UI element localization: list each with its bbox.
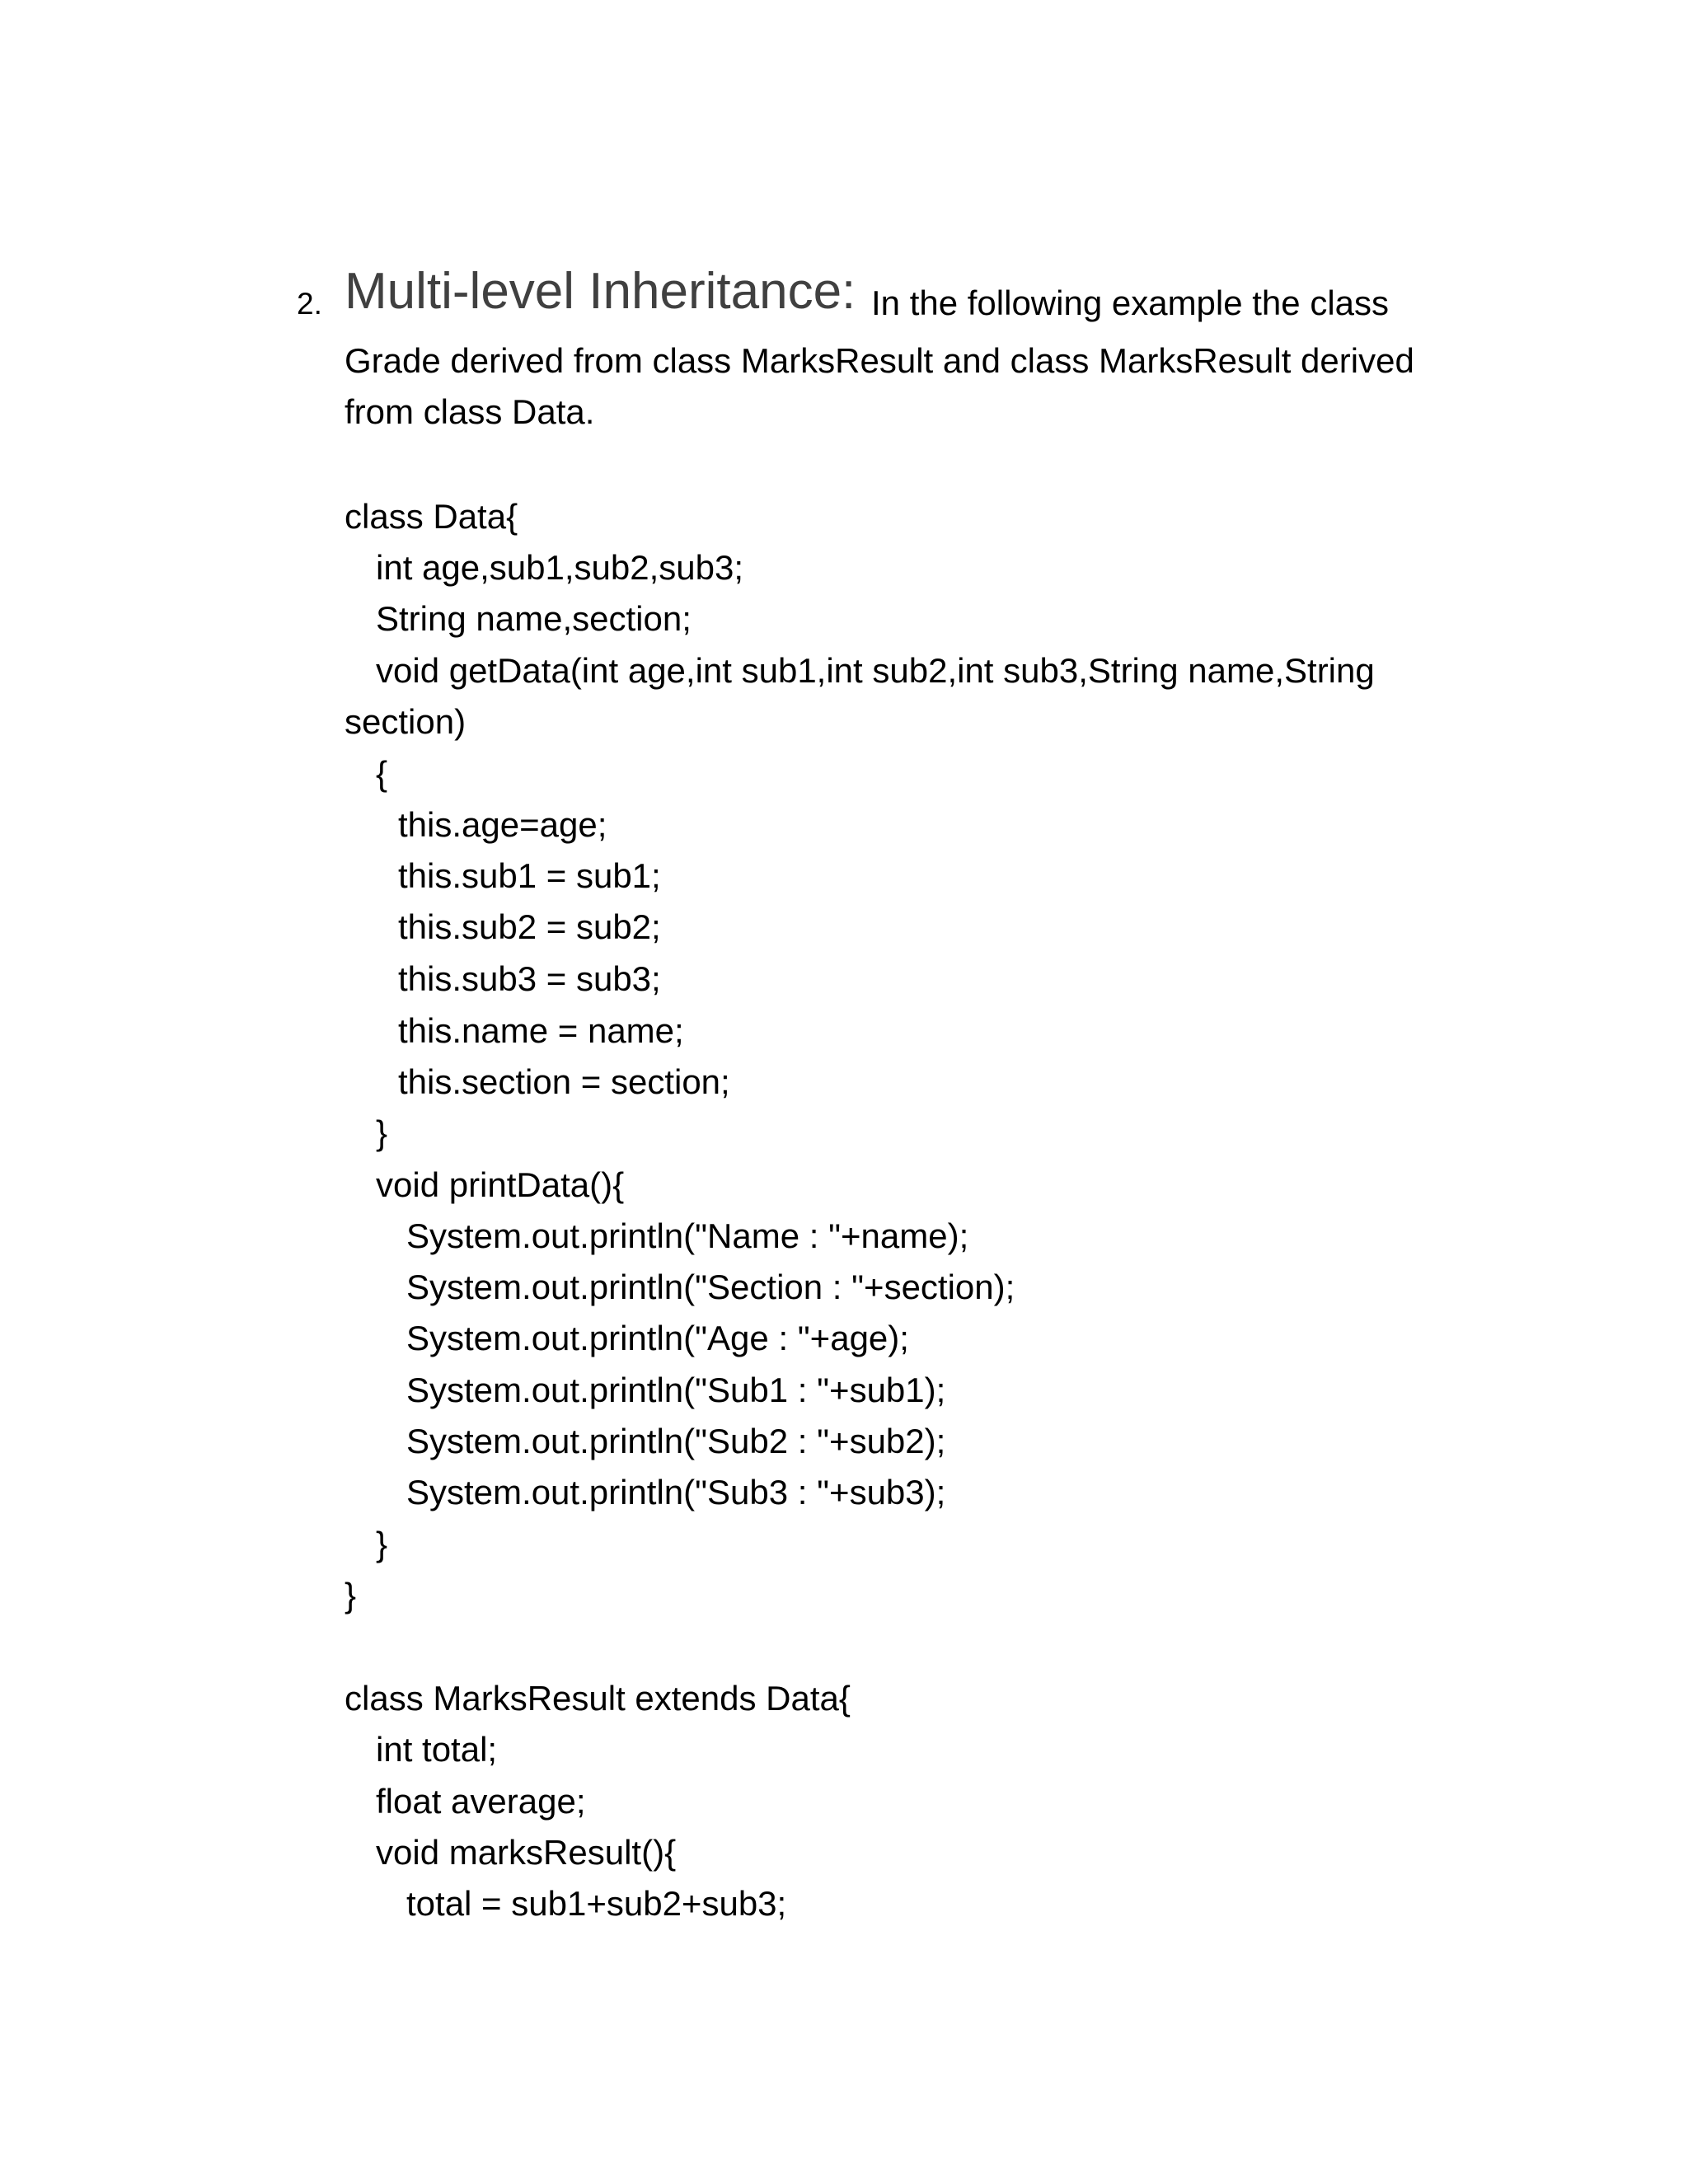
code-line: System.out.println("Age : "+age); [406,1319,909,1357]
code-line: } [376,1525,388,1563]
code-line: class Data{ [345,497,518,536]
code-line: class MarksResult extends Data{ [345,1679,851,1718]
code-line: System.out.println("Section : "+section); [406,1268,1015,1306]
intro-text-line: from class Data. [345,392,595,431]
code-line: System.out.println("Sub1 : "+sub1); [406,1371,946,1409]
code-line: section) [345,702,467,741]
code-line: this.sub2 = sub2; [398,907,661,946]
code-line: total = sub1+sub2+sub3; [406,1884,787,1923]
list-number: 2. [297,287,322,321]
intro-text-line: Grade derived from class MarksResult and class MarksResult derived [345,341,1414,380]
code-line: void marksResult(){ [376,1833,677,1872]
code-line: this.section = section; [398,1062,730,1101]
code-line: this.sub1 = sub1; [398,856,661,895]
code-line: } [345,1576,357,1615]
code-line: this.name = name; [398,1011,684,1050]
code-line: float average; [376,1782,586,1821]
code-line: int age,sub1,sub2,sub3; [376,548,744,587]
code-line: this.age=age; [398,805,607,844]
intro-text-first-line: In the following example the class [871,284,1390,322]
code-line: System.out.println("Name : "+name); [406,1216,969,1255]
code-line: System.out.println("Sub3 : "+sub3); [406,1473,946,1511]
code-line: { [376,754,388,793]
code-line: } [376,1113,388,1152]
code-line: int total; [376,1730,498,1769]
code-line: this.sub3 = sub3; [398,959,661,998]
code-line: void printData(){ [376,1165,625,1204]
code-line: String name,section; [376,599,692,638]
code-line: System.out.println("Sub2 : "+sub2); [406,1422,946,1460]
code-line: void getData(int age,int sub1,int sub2,int sub3,String name,String [376,651,1375,690]
section-title: Multi-level Inheritance: [345,263,856,320]
